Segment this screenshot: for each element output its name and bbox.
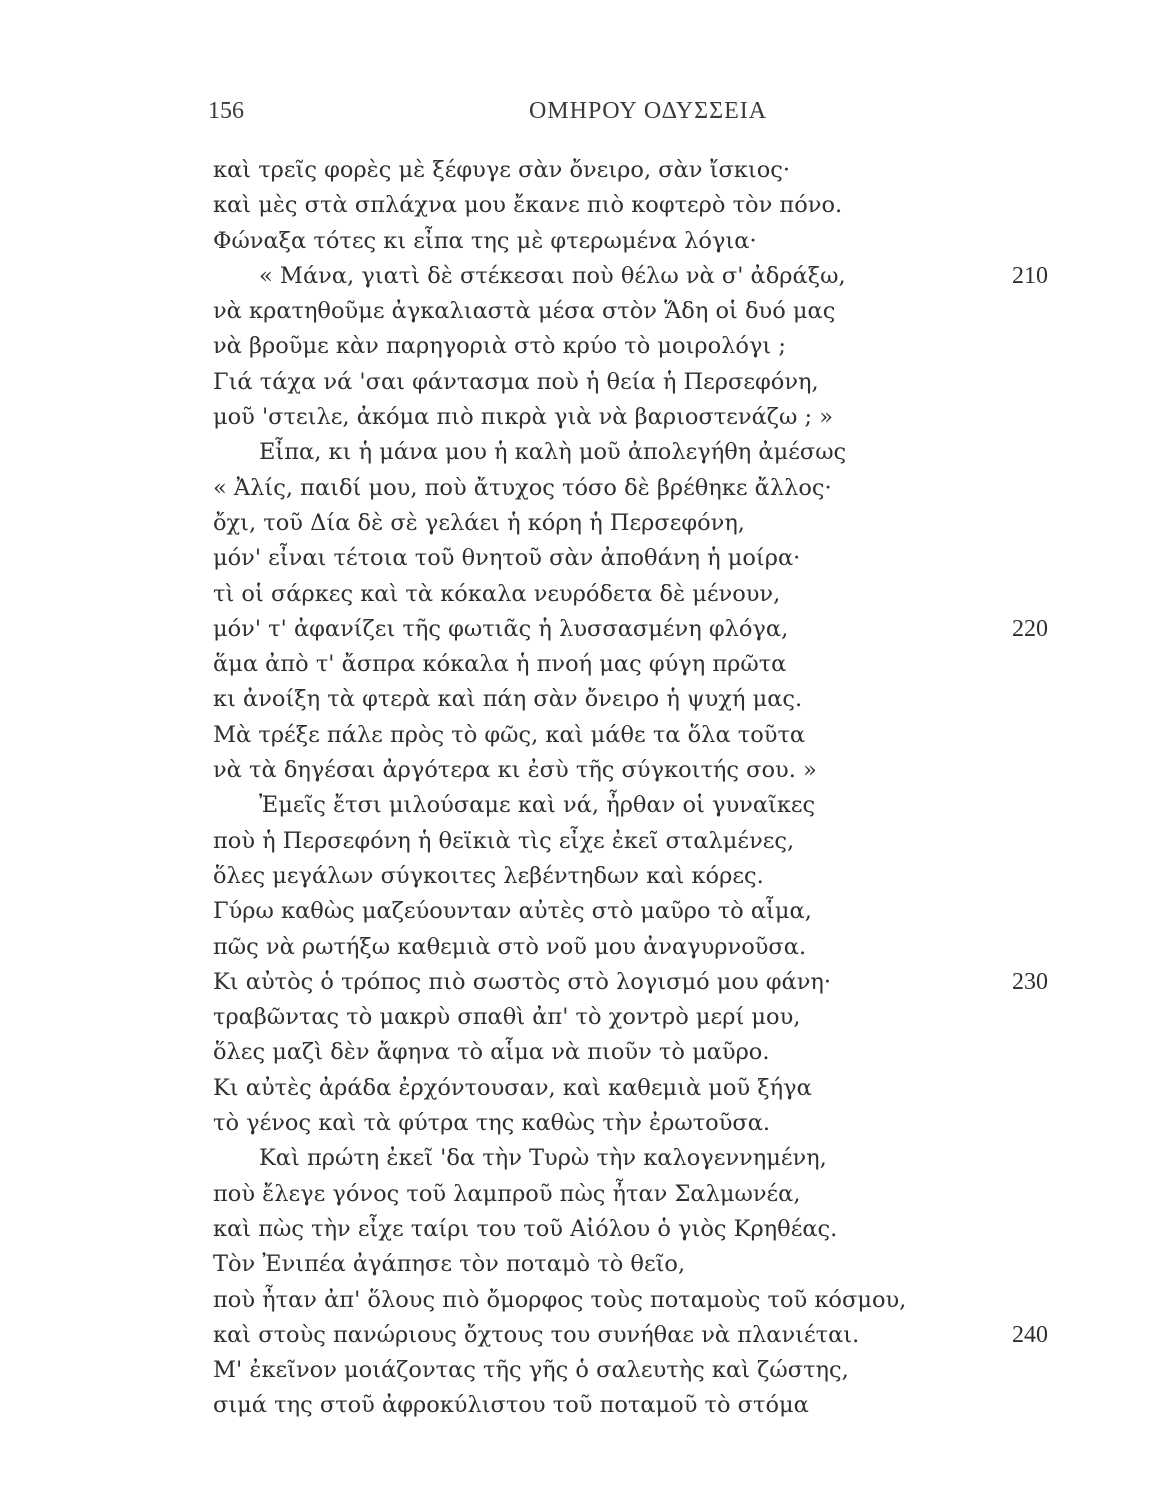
verse-line: [213, 718, 1048, 753]
verse-text: Μὰ τρέξε πάλε πρὸς τὸ φῶς, καὶ μάθε τα ὅλα τοῦτα: [213, 721, 806, 748]
verse-line: [213, 506, 1048, 541]
verse-text: τραβῶντας τὸ μακρὺ σπαθὶ ἀπ' τὸ χοντρὸ μερί μου,: [213, 1004, 801, 1031]
verse-line: [213, 471, 1048, 506]
verse-text: μόν' τ' ἀφανίζει τῆς φωτιᾶς ἡ λυσσασμένη φλόγα,: [213, 615, 789, 642]
verse-text: τὶ οἱ σάρκες καὶ τὰ κόκαλα νευρόδετα δὲ μένουν,: [213, 580, 781, 607]
verse-text: νὰ κρατηθοῦμε ἀγκαλιαστὰ μέσα στὸν Ἅδη οἱ δυό μας: [213, 298, 836, 325]
verse-line: [213, 824, 1048, 859]
verse-text: Γιά τάχα νά 'σαι φάντασμα ποὺ ἡ θεία ἡ Περσεφόνη,: [213, 368, 819, 395]
verse-text: καὶ πὼς τὴν εἶχε ταίρι του τοῦ Αἰόλου ὁ γιὸς Κρηθέας.: [213, 1215, 838, 1242]
verse-line: [213, 612, 1048, 647]
verse-text: Κι αὐτὸς ὁ τρόπος πιὸ σωστὸς στὸ λογισμό μου φάνη·: [213, 968, 832, 995]
verse-text: νὰ βροῦμε κὰν παρηγοριὰ στὸ κρύο τὸ μοιρολόγι ;: [213, 333, 786, 360]
verse-line: [213, 1212, 1048, 1247]
verse-line: [213, 1247, 1048, 1282]
verse-line: [213, 153, 1048, 188]
verse-text: « Ἀλίς, παιδί μου, ποὺ ἄτυχος τόσο δὲ βρέθηκε ἄλλος·: [213, 474, 832, 501]
verse-line: [213, 400, 1048, 435]
verse-line: [213, 188, 1048, 223]
verse-line: [213, 435, 1048, 470]
verse-line: [213, 1318, 1048, 1353]
page-header: [208, 98, 1048, 138]
verse-line: [213, 365, 1048, 400]
verse-text: Φώναξα τότες κι εἶπα της μὲ φτερωμένα λόγια·: [213, 227, 757, 254]
verse-text: ὄχι, τοῦ Δία δὲ σὲ γελάει ἡ κόρη ἡ Περσεφόνη,: [213, 509, 745, 536]
verse-line: [213, 1177, 1048, 1212]
verse-line: [213, 753, 1048, 788]
verse-line: [213, 577, 1048, 612]
poem-body: [213, 153, 1048, 1424]
line-number: 210: [1012, 262, 1048, 289]
verse-line: [213, 1388, 1048, 1423]
verse-line: [213, 1035, 1048, 1070]
verse-text: Μ' ἐκεῖνον μοιάζοντας τῆς γῆς ὁ σαλευτὴς καὶ ζώστης,: [213, 1357, 849, 1384]
verse-text: καὶ τρεῖς φορὲς μὲ ξέφυγε σὰν ὄνειρο, σὰν ἴσκιος·: [213, 157, 790, 183]
running-title: ΟΜΗΡΟΥ ΟΔΥΣΣΕΙΑ: [528, 98, 768, 124]
verse-text: Γύρω καθὼς μαζεύουνταν αὐτὲς στὸ μαῦρο τὸ αἷμα,: [213, 898, 812, 925]
verse-text: ποὺ ἦταν ἀπ' ὅλους πιὸ ὄμορφος τοὺς ποταμοὺς τοῦ κόσμου,: [213, 1286, 907, 1313]
verse-text: καὶ μὲς στὰ σπλάχνα μου ἔκανε πιὸ κοφτερὸ τὸν πόνο.: [213, 192, 843, 219]
verse-text: μοῦ 'στειλε, ἀκόμα πιὸ πικρὰ γιὰ νὰ βαριοστενάζω ; »: [213, 404, 833, 431]
verse-line: [213, 894, 1048, 929]
verse-text: κι ἀνοίξη τὰ φτερὰ καὶ πάη σὰν ὄνειρο ἡ ψυχή μας.: [213, 686, 803, 713]
verse-text: μόν' εἶναι τέτοια τοῦ θνητοῦ σὰν ἀποθάνη ἡ μοίρα·: [213, 545, 801, 572]
verse-line: [213, 788, 1048, 823]
page-number: 156: [208, 98, 244, 124]
verse-text: ποὺ ἡ Περσεφόνη ἡ θεϊκιὰ τὶς εἶχε ἐκεῖ σταλμένες,: [213, 827, 795, 854]
verse-line: [213, 682, 1048, 717]
verse-line: [213, 859, 1048, 894]
verse-line: [213, 1106, 1048, 1141]
verse-line: [213, 1353, 1048, 1388]
verse-line: [213, 965, 1048, 1000]
verse-text: ποὺ ἔλεγε γόνος τοῦ λαμπροῦ πὼς ἦταν Σαλμωνέα,: [213, 1180, 801, 1207]
verse-text: Καὶ πρώτη ἐκεῖ 'δα τὴν Τυρὼ τὴν καλογεννημένη,: [259, 1145, 827, 1172]
verse-text: Ἐμεῖς ἔτσι μιλούσαμε καὶ νά, ἦρθαν οἱ γυναῖκες: [259, 792, 816, 819]
verse-line: [213, 930, 1048, 965]
verse-text: Τὸν Ἐνιπέα ἀγάπησε τὸν ποταμὸ τὸ θεῖο,: [213, 1251, 686, 1278]
verse-text: Κι αὐτὲς ἀράδα ἐρχόντουσαν, καὶ καθεμιὰ μοῦ ξήγα: [213, 1074, 812, 1101]
verse-line: [213, 329, 1048, 364]
verse-line: [213, 1000, 1048, 1035]
verse-line: [213, 224, 1048, 259]
verse-text: « Μάνα, γιατὶ δὲ στέκεσαι ποὺ θέλω νὰ σ' ἀδράξω,: [259, 262, 846, 289]
line-number: 240: [1012, 1321, 1048, 1348]
verse-text: ἅμα ἀπὸ τ' ἄσπρα κόκαλα ἡ πνοή μας φύγη πρῶτα: [213, 651, 787, 678]
verse-line: [213, 647, 1048, 682]
verse-text: σιμά της στοῦ ἀφροκύλιστου τοῦ ποταμοῦ τὸ στόμα: [213, 1392, 809, 1419]
verse-line: [213, 294, 1048, 329]
verse-line: [213, 1283, 1048, 1318]
verse-text: καὶ στοὺς πανώριους ὄχτους του συνήθαε νὰ πλανιέται.: [213, 1321, 860, 1348]
verse-text: νὰ τὰ δηγέσαι ἀργότερα κι ἐσὺ τῆς σύγκοιτής σου. »: [213, 757, 817, 784]
verse-text: ὅλες μαζὶ δὲν ἄφηνα τὸ αἷμα νὰ πιοῦν τὸ μαῦρο.: [213, 1039, 770, 1066]
verse-line: [213, 541, 1048, 576]
verse-text: πῶς νὰ ρωτήξω καθεμιὰ στὸ νοῦ μου ἀναγυρνοῦσα.: [213, 933, 807, 960]
verse-text: ὅλες μεγάλων σύγκοιτες λεβέντηδων καὶ κόρες.: [213, 862, 764, 889]
verse-text: τὸ γένος καὶ τὰ φύτρα της καθὼς τὴν ἐρωτοῦσα.: [213, 1110, 771, 1137]
line-number: 230: [1012, 968, 1048, 995]
verse-line: [213, 1071, 1048, 1106]
verse-line: [213, 1141, 1048, 1176]
verse-line: [213, 259, 1048, 294]
line-number: 220: [1012, 615, 1048, 642]
verse-text: Εἶπα, κι ἡ μάνα μου ἡ καλὴ μοῦ ἀπολεγήθη ἀμέσως: [259, 439, 847, 466]
